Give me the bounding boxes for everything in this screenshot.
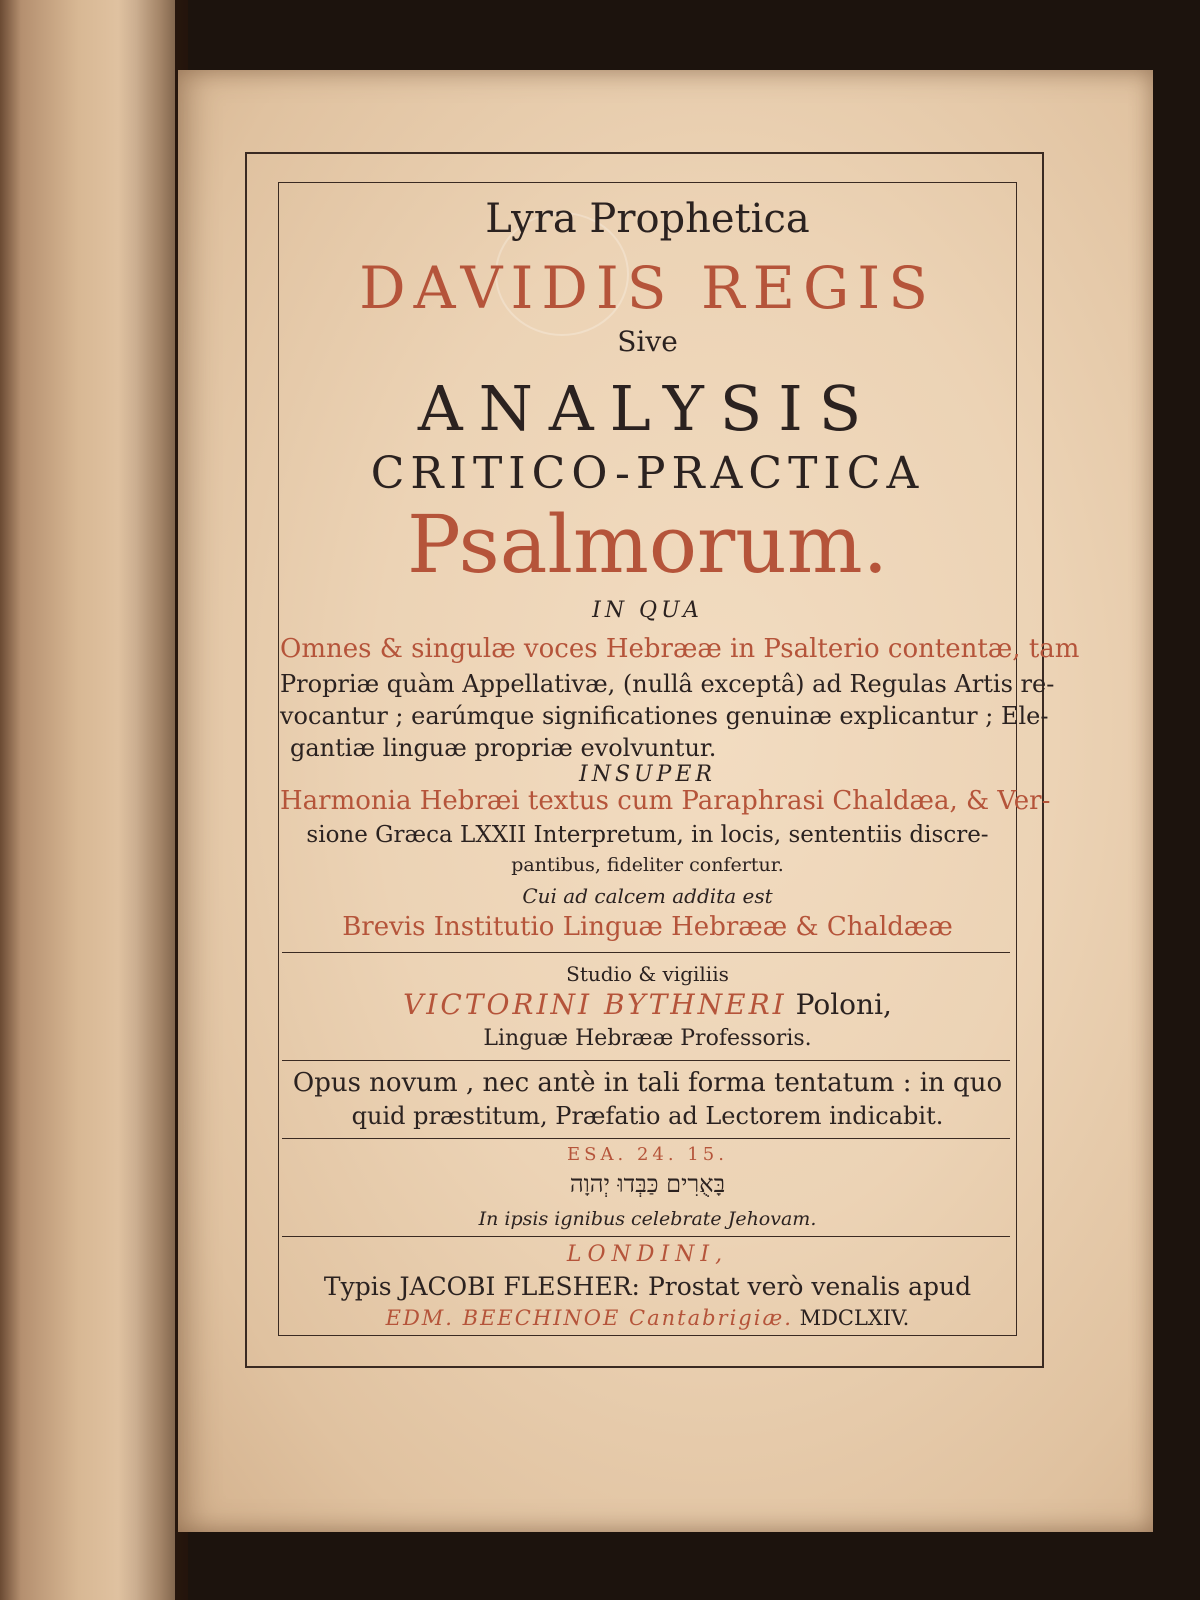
imprint-year: MDCLXIV. [799,1306,910,1330]
divider-rule-2 [282,1060,1010,1061]
author-origin: Poloni, [795,988,892,1021]
title-line-analysis: ANALYSIS [417,372,878,445]
title-line-psalmorum: Psalmorum. [406,498,889,591]
author-name: VICTORINI BYTHNERI [403,988,787,1021]
in-qua-label: IN QUA [592,598,703,623]
imprint-bookseller: EDM. BEECHINOE Cantabrigiæ. [385,1306,793,1330]
latin-verse: In ipsis ignibus celebrate Jehovam. [478,1208,817,1230]
text-line-pantibus: pantibus, fideliter confertur. [511,854,784,876]
divider-rule-1 [282,952,1010,953]
insuper-label: INSUPER [579,762,716,787]
author-line [280,988,1015,1021]
imprint-printer: Typis JACOBI FLESHER: [323,1272,640,1301]
text-line-opus-novum: Opus novum , nec antè in tali forma tentatum : in quo [292,1068,1003,1098]
divider-rule-3 [282,1138,1010,1139]
text-line-propriae: Propriæ quàm Appellativæ, (nullâ exceptâ) ad Regulas Artis re- [280,670,1055,698]
title-line-sive: Sive [617,325,678,358]
imprint-sold-by: Prostat verò venalis apud [647,1272,972,1301]
text-line-harmonia: Harmonia Hebræi textus cum Paraphrasi Chaldæa, & Ver- [280,786,1051,816]
text-line-gantiae: gantiæ linguæ propriæ evolvuntur. [290,734,717,762]
author-title: Linguæ Hebrææ Professoris. [483,1026,812,1051]
imprint-printer-line [280,1272,1015,1301]
text-line-vocantur: vocantur ; earúmque significationes genuinæ explicantur ; Ele- [280,702,1049,730]
title-line-critico-practica: CRITICO-PRACTICA [370,448,925,499]
text-line-studio: Studio & vigiliis [566,962,729,986]
hebrew-verse: בָּאֻרִים כַּבְּדוּ יְהוָה [569,1170,726,1198]
title-line-1: Lyra Prophetica [485,196,810,242]
text-line-brevis-institutio: Brevis Institutio Linguæ Hebrææ & Chaldææ [342,912,953,942]
text-line-omnes: Omnes & singulæ voces Hebrææ in Psalterio contentæ, tam [280,634,1080,664]
scripture-reference: ESA. 24. 15. [567,1144,728,1165]
text-line-sione: sione Græca LXXII Interpretum, in locis, sententiis discre- [306,822,989,848]
title-line-davidis-regis: DAVIDIS REGIS [359,254,936,322]
imprint-bookseller-line [280,1306,1015,1330]
imprint-city: LONDINI, [566,1242,729,1267]
text-line-quid-praestitum: quid præstitum, Præfatio ad Lectorem indicabit. [351,1102,944,1130]
divider-rule-4 [282,1236,1010,1237]
text-line-cui-ad-calcem: Cui ad calcem addita est [522,884,773,908]
